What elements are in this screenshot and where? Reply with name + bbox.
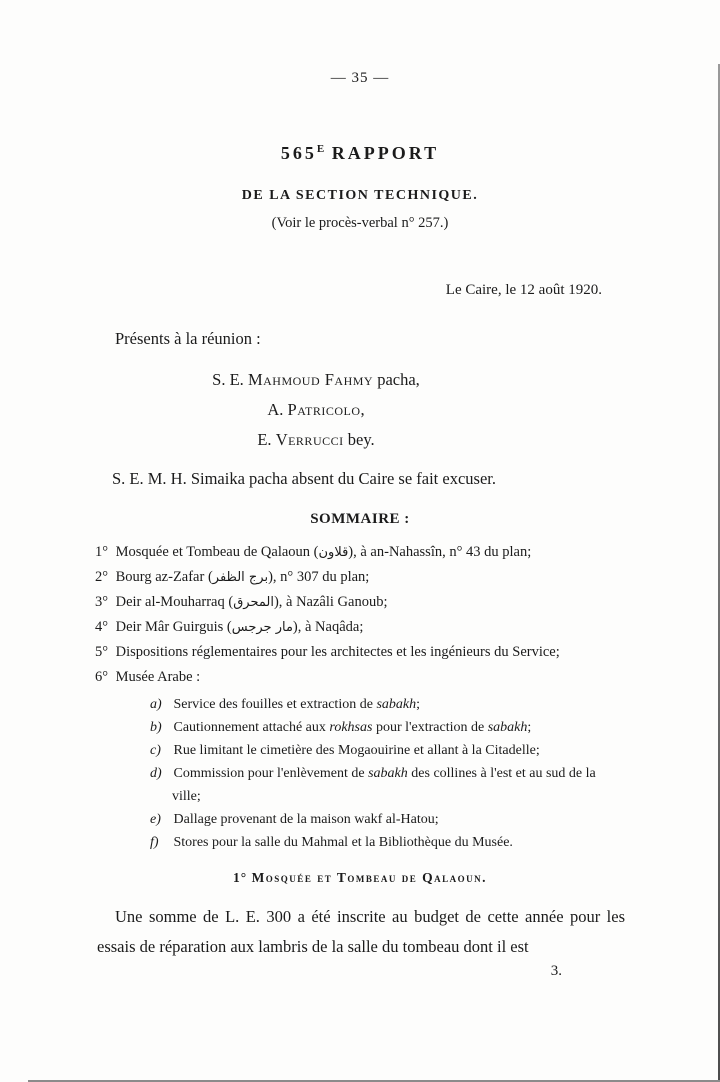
text-segment: pour l'extraction de bbox=[372, 720, 488, 735]
report-subtitle: DE LA SECTION TECHNIQUE. bbox=[241, 188, 479, 203]
text-segment: Rue limitant le cimetière des Mogaouirine et allant à la Citadelle; bbox=[173, 743, 540, 758]
sommaire-item-number: 2° bbox=[95, 569, 109, 585]
text-segment: Stores pour la salle du Mahmal et la Bibliothèque du Musée. bbox=[173, 835, 513, 850]
sommaire-subitem-letter: e) bbox=[150, 812, 161, 827]
italic-term: sabakh bbox=[376, 697, 417, 712]
sommaire-item-number: 3° bbox=[95, 594, 109, 610]
sommaire-item-number: 1° bbox=[95, 544, 109, 560]
arabic-text: مار جرجس bbox=[231, 620, 293, 635]
arabic-text: قلاون bbox=[318, 545, 349, 560]
attendee-suffix: , bbox=[360, 400, 365, 419]
sommaire-subitem bbox=[150, 831, 628, 854]
text-segment: Dispositions réglementaires pour les architectes et les ingénieurs du Service; bbox=[115, 644, 560, 660]
text-segment: ), à an-Nahassîn, n° 43 du plan; bbox=[348, 544, 532, 560]
sommaire-subitem bbox=[150, 716, 628, 739]
sommaire-item-number: 5° bbox=[95, 644, 109, 660]
text-segment: ; bbox=[527, 720, 532, 735]
section-heading bbox=[0, 870, 720, 886]
arabic-text: المحرق bbox=[233, 595, 274, 610]
text-segment: Mosquée et Tombeau de Qalaoun ( bbox=[115, 544, 319, 560]
sommaire-subitem-letter: d) bbox=[150, 766, 162, 781]
sommaire-subitem-letter: c) bbox=[150, 743, 161, 758]
attendee-prefix: S. E. bbox=[212, 370, 248, 389]
presents-intro: Présents à la réunion : bbox=[115, 329, 261, 348]
attendee-prefix: E. bbox=[257, 430, 276, 449]
sommaire-subitem bbox=[150, 693, 628, 716]
sommaire-subitems bbox=[0, 693, 720, 854]
text-segment: Cautionnement attaché aux bbox=[173, 720, 330, 735]
sommaire-item bbox=[95, 565, 660, 590]
page-number-bottom: 3. bbox=[550, 963, 562, 979]
body-paragraph: Une somme de L. E. 300 a été inscrite au budget de cette année pour les essais de réparation aux lambris de la salle du tombeau dont il est bbox=[97, 907, 625, 956]
attendee-name: Verrucci bbox=[275, 430, 344, 449]
sommaire-subitem bbox=[150, 739, 628, 762]
sommaire-item bbox=[95, 615, 660, 640]
attendee bbox=[0, 395, 632, 425]
text-segment: ), n° 307 du plan; bbox=[268, 569, 370, 585]
sommaire-item-number: 6° bbox=[95, 669, 109, 685]
sommaire-item bbox=[95, 665, 660, 690]
text-segment: Commission pour l'enlèvement de bbox=[173, 766, 369, 781]
report-title bbox=[0, 143, 720, 164]
attendee-name: Mahmoud Fahmy bbox=[247, 370, 374, 389]
text-segment: Bourg az-Zafar ( bbox=[115, 569, 213, 585]
attendee-suffix: bey. bbox=[343, 430, 375, 449]
attendee-name: Patricolo bbox=[287, 400, 361, 419]
italic-term: sabakh bbox=[368, 766, 408, 781]
italic-term: sabakh bbox=[487, 720, 528, 735]
page-number-top: — 35 — bbox=[330, 70, 390, 86]
attendee bbox=[0, 365, 632, 395]
sommaire-item-number: 4° bbox=[95, 619, 109, 635]
report-title-exponent: E bbox=[316, 143, 325, 155]
sommaire-subitem-letter: a) bbox=[150, 697, 162, 712]
attendee-prefix: A. bbox=[267, 400, 288, 419]
sommaire-items bbox=[0, 540, 720, 690]
sommaire-item bbox=[95, 640, 660, 665]
text-segment: Musée Arabe : bbox=[115, 669, 201, 685]
sommaire-item bbox=[95, 590, 660, 615]
sommaire-subitem-letter: f) bbox=[150, 835, 159, 850]
sommaire-subitem bbox=[150, 808, 628, 831]
sommaire-heading: SOMMAIRE : bbox=[310, 511, 410, 527]
text-segment: ; bbox=[416, 697, 420, 712]
section-title: Mosquée et Tombeau de Qalaoun. bbox=[251, 870, 487, 885]
section-number: 1° bbox=[233, 870, 248, 885]
proces-verbal-reference: (Voir le procès-verbal n° 257.) bbox=[271, 215, 449, 231]
italic-term: rokhsas bbox=[329, 720, 373, 735]
text-segment: ), à Naqâda; bbox=[292, 619, 364, 635]
text-segment: Deir Mâr Guirguis ( bbox=[115, 619, 232, 635]
sommaire-subitem-letter: b) bbox=[150, 720, 162, 735]
absence-note: S. E. M. H. Simaika pacha absent du Caire se fait excuser. bbox=[112, 469, 496, 488]
text-segment: ), à Nazâli Ganoub; bbox=[273, 594, 388, 610]
text-segment: Dallage provenant de la maison wakf al-Hatou; bbox=[173, 812, 439, 827]
attendee-list bbox=[0, 365, 720, 455]
dateline: Le Caire, le 12 août 1920. bbox=[445, 282, 602, 298]
report-title-word: RAPPORT bbox=[331, 143, 440, 163]
sommaire-item bbox=[95, 540, 660, 565]
attendee bbox=[0, 425, 632, 455]
attendee-suffix: pacha, bbox=[373, 370, 420, 389]
text-segment: des collines à l'est et au sud de la ville; bbox=[172, 766, 596, 804]
text-segment: Service des fouilles et extraction de bbox=[173, 697, 377, 712]
arabic-text: برج الظفر bbox=[212, 570, 269, 585]
report-title-number: 565 bbox=[280, 143, 317, 163]
text-segment: Deir al-Mouharraq ( bbox=[115, 594, 234, 610]
sommaire-subitem bbox=[150, 762, 628, 808]
